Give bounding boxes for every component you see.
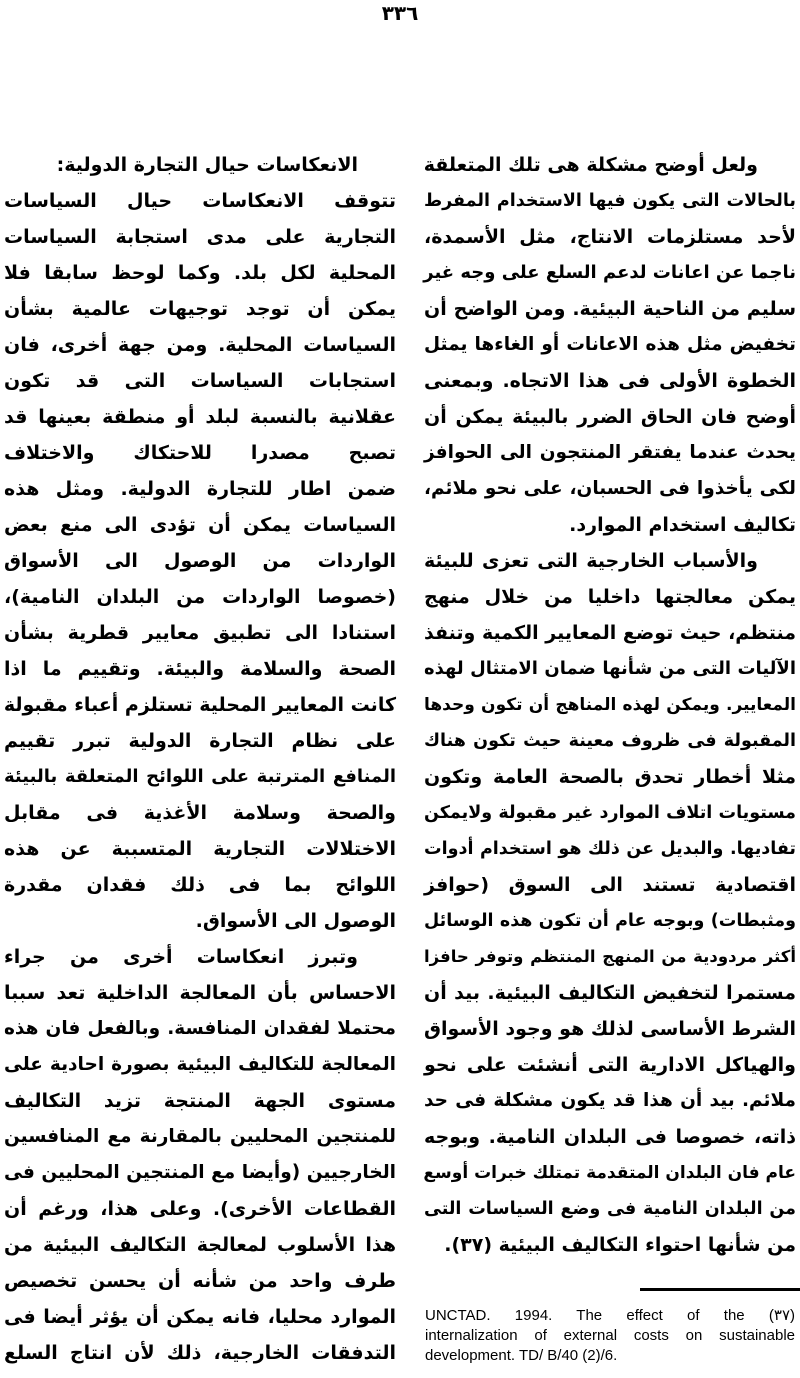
text-line: أكثر مردودية من المنهج المنتظم وتوفر حافزا (424, 947, 796, 966)
text-line: لأحد مستلزمات الانتاج، مثل الأسمدة، (424, 226, 796, 248)
text-line: الموارد محليا، فانه يمكن أن يؤثر أيضا فى (4, 1306, 396, 1328)
text-line: مستمرا لتخفيض التكاليف البيئية. بيد أن (424, 982, 796, 1004)
footnote (425, 1306, 795, 1366)
text-line: والهياكل الادارية التى أنشئت على نحو (424, 1054, 796, 1076)
text-line: الاختلالات التجارية المتسببة عن هذه (4, 838, 396, 860)
text-line: القطاعات الأخرى). وعلى هذا، ورغم أن (4, 1198, 396, 1220)
text-line: ذاته، خصوصا فى البلدان النامية. وبوجه (424, 1126, 796, 1148)
footnote-divider (640, 1288, 800, 1291)
text-line: هذا الأسلوب لمعالجة التكاليف البيئية من (4, 1234, 396, 1256)
text-line: عقلانية بالنسبة لبلد أو منطقة بعينها قد (4, 406, 396, 428)
text-line: الآليات التى من شأنها ضمان الامتثال لهذه (424, 658, 796, 679)
text-line: ضمن اطار للتجارة الدولية. ومثل هذه (4, 478, 396, 500)
text-line: يحدث عندما يفتقر المنتجون الى الحوافز (424, 442, 796, 463)
text-line: لكى يأخذوا فى الحسبان، على نحو ملائم، (424, 478, 796, 499)
text-line: السياسات يمكن أن تؤدى الى منع بعض (4, 514, 396, 536)
text-line: تخفيض مثل هذه الاعانات أو الغاءها يمثل (424, 334, 796, 355)
text-line: تفاديها. والبديل عن ذلك هو استخدام أدوات (424, 839, 796, 859)
text-line: وتبرز انعكاسات أخرى من جراء (4, 946, 358, 968)
text-line: السياسات المحلية. ومن جهة أخرى، فان (4, 334, 396, 356)
text-line: التجارية على مدى استجابة السياسات (4, 226, 396, 248)
text-line: تتوقف الانعكاسات حيال السياسات (4, 190, 396, 212)
footnote-line-3: development. TD/ B/40 (2)/6. (425, 1347, 618, 1364)
footnote-number: (٣٧) (768, 1307, 796, 1324)
footnote-line-2: internalization of external costs on sustainable (425, 1327, 795, 1344)
right-column (424, 147, 796, 1263)
text-line: أوضح فان الحاق الضرر بالبيئة يمكن أن (424, 406, 796, 428)
text-line: الصحة والسلامة والبيئة. وتقييم ما اذا (4, 658, 396, 680)
text-line: المحلية لكل بلد. وكما لوحظ سابقا فلا (4, 262, 396, 284)
text-line: اللوائح بما فى ذلك فقدان مقدرة (4, 874, 396, 896)
text-line: على نظام التجارة الدولية تبرر تقييم (4, 730, 396, 752)
text-line: منتظم، حيث توضع المعايير الكمية وتنفذ (424, 622, 796, 644)
text-line: تصبح مصدرا للاحتكاك والاختلاف (4, 442, 396, 464)
text-line: سليم من الناحية البيئية. ومن الواضح أن (424, 298, 796, 320)
text-line: عام فان البلدان المتقدمة تمتلك خبرات أوسع (423, 1163, 796, 1183)
section-heading: الانعكاسات حيال التجارة الدولية: (56, 154, 358, 176)
text-line: الخارجيين (وأيضا مع المنتجين المحليين فى (4, 1162, 396, 1183)
text-line: يمكن أن توجد توجيهات عالمية بشأن (4, 298, 396, 320)
footnote-line-1 (425, 1306, 795, 1326)
text-line: من البلدان النامية فى وضع السياسات التى (424, 1199, 796, 1219)
text-line: طرف واحد من شأنه أن يحسن تخصيص (4, 1270, 396, 1292)
text-line: ناجما عن اعانات لدعم السلع على وجه غير (423, 262, 796, 283)
text-line: المنافع المترتبة على اللوائح المتعلقة بالبيئة (4, 766, 396, 787)
text-line: والأسباب الخارجية التى تعزى للبيئة (424, 550, 758, 572)
text-line: ولعل أوضح مشكلة هى تلك المتعلقة (423, 154, 758, 176)
text-line: المعايير. ويمكن لهذه المناهج أن تكون وحدها (424, 695, 796, 715)
text-line: والصحة وسلامة الأغذية فى مقابل (4, 802, 396, 824)
text-line: محتملا لفقدان المنافسة. وبالفعل فان هذه (4, 1018, 396, 1039)
text-line: المعالجة للتكاليف البيئية بصورة احادية على (4, 1054, 396, 1075)
text-line: اقتصادية تستند الى السوق (حوافز (424, 874, 796, 896)
text-line: الشرط الأساسى لذلك هو وجود الأسواق (424, 1018, 796, 1040)
footnote-citation-text: UNCTAD. 1994. The effect of the (425, 1307, 745, 1324)
text-line: مستويات اتلاف الموارد غير مقبولة ولايمكن (424, 803, 796, 823)
text-line: ومثبطات) وبوجه عام أن تكون هذه الوسائل (424, 911, 796, 931)
text-line: الخطوة الأولى فى هذا الاتجاه. وبمعنى (424, 370, 796, 392)
text-line: من شأنها احتواء التكاليف البيئية (٣٧). (444, 1234, 796, 1256)
text-line: التدفقات الخارجية، ذلك لأن انتاج السلع (4, 1342, 396, 1364)
text-line: ملائم. بيد أن هذا قد يكون مشكلة فى حد (424, 1090, 796, 1111)
left-column (4, 147, 396, 1371)
page-number: ٣٣٦ (381, 1, 419, 25)
text-line: استنادا الى تطبيق معايير قطرية بشأن (4, 622, 396, 644)
text-line: تكاليف استخدام الموارد. (569, 514, 796, 536)
text-line: بالحالات التى يكون فيها الاستخدام المفرط (424, 191, 796, 211)
text-line: يمكن معالجتها داخليا من خلال منهج (424, 586, 796, 608)
text-line: المقبولة فى ظروف معينة حيث تكون هناك (424, 731, 796, 751)
text-line: الاحساس بأن المعالجة الداخلية تعد سببا (4, 982, 396, 1004)
text-line: استجابات السياسات التى قد تكون (4, 370, 396, 392)
text-line: مثلا أخطار تحدق بالصحة العامة وتكون (424, 766, 796, 788)
text-line: (خصوصا الواردات من البلدان النامية)، (4, 586, 396, 608)
text-line: للمنتجين المحليين بالمقارنة مع المنافسين (4, 1126, 396, 1147)
text-line: كانت المعايير المحلية تستلزم أعباء مقبولة (3, 694, 396, 716)
text-line: الواردات من الوصول الى الأسواق (4, 550, 396, 572)
text-line: مستوى الجهة المنتجة تزيد التكاليف (4, 1090, 396, 1112)
text-line: الوصول الى الأسواق. (195, 910, 396, 932)
